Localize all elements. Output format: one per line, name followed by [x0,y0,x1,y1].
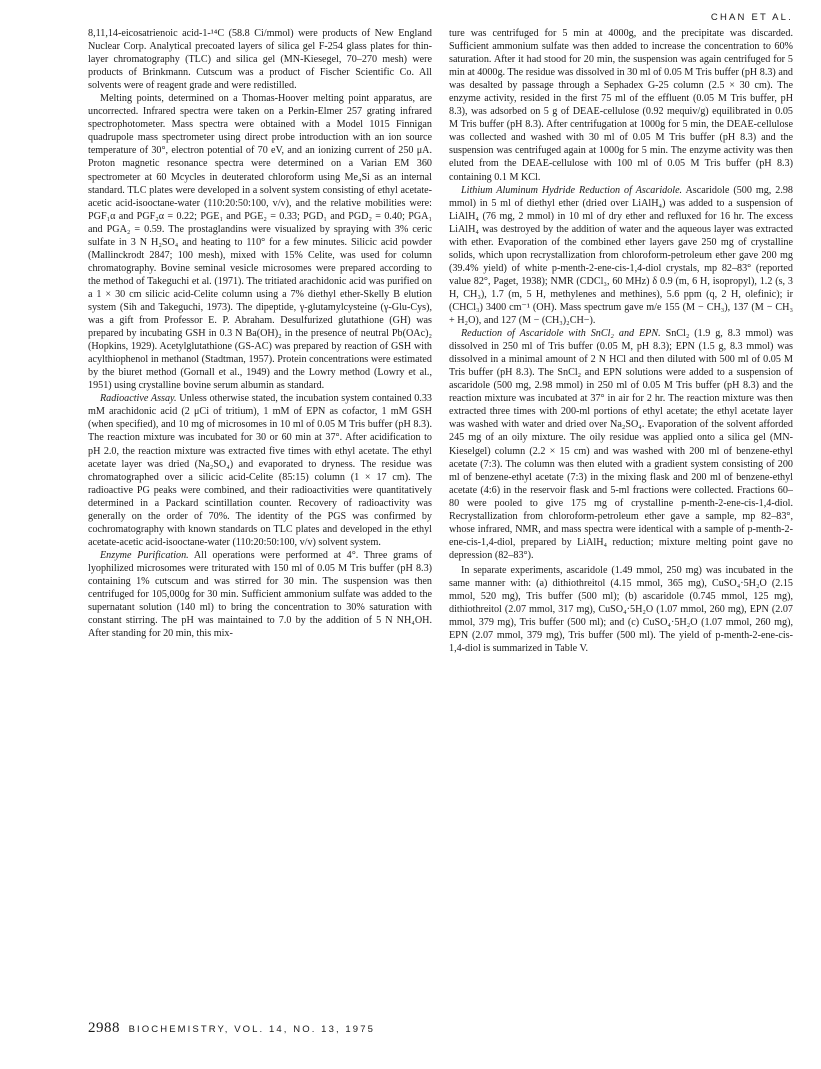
paragraph [88,27,432,92]
paragraph-text: 8,11,14-eicosatrienoic acid-1-¹⁴C (58.8 Ci/mmol) were products of New England Nuclear Corp. Analytical precoated layers of silica gel F-254 glass plates for thin-layer chromatography (TLC) and silica gel (MN-Kiesegel, 70–270 mesh) were products of Brinkmann. Cutscum was a product of Fischer Scientific Co. All solvents were of reagent grade and were redistilled. [88,28,432,92]
page-footer [88,1020,375,1037]
section-runin-heading: Lithium Aluminum Hydride Reduction of Ascaridole. [461,184,683,196]
paragraph-text: SnCl₂ (1.9 g, 8.3 mmol) was dissolved in 250 ml of Tris buffer (0.05 M, pH 8.3); EPN (1.5 g, 8.3 mmol) was dissolved in a minimal amount of 2 N HCl and then diluted with 500 ml of 0.05 M Tris buffer (pH 8.3). The SnCl₂ and EPN solutions were added to a suspension of ascaridole (500 mg, 2.98 mmol) in 250 ml of 0.05 M Tris buffer (pH 8.3) and the reaction mixture was incubated at 37° in air for 2 hr. The reaction mixture was then extracted three times with 200-ml portions of ethyl acetate; the ethyl acetate layer was washed with water and dried over Na₂SO₄. Evaporation of the solvent afforded 245 mg of an oily mixture. The oily residue was applied onto a silica gel (MN-Kieselgel) column (2.2 × 15 cm) and was washed with 200 ml of benzene-ethyl acetate (7:3). The column was then eluted with a gradient system consisting of 200 ml of benzene-ethyl acetate (7:3) in the mixing flask and 200 ml of benzene-ethyl acetate (4:6) in the reservoir flask and 5-ml fractions were collected. Fractions 60–80 were pooled to give 175 mg of crystalline p-menth-2-ene-cis-1,4-diol. Recrystallization from chloroform-petroleum ether gave a sample, mp 82–83°, whose infrared, NMR, and mass spectra were identical with a sample of p-menth-2-ene-cis-1,4-diol, prepared by LiAlH₄ reduction; mixture melting point gave no depression (82–83°). [449,328,794,561]
paragraph-text: Melting points, determined on a Thomas-Hoover melting point apparatus, are uncorrected. Infrared spectra were taken on a Perkin-Elmer 257 grating infrared spectrophotometer. Mass spectra were obtained with a Model 1015 Finnigan quadrupole mass spectrometer using direct probe introduction with an ion source temperature of 30°, electron potential of 70 eV, and an ionizing current of 250 μA. Proton magnetic resonance spectra were determined on a Varian EM 360 spectrometer at 60 Mcycles in deuterated chloroform using Me₄Si as an internal standard. TLC plates were developed in a solvent system consisting of ethyl acetate-acetic acid-isooctane-water (110:20:50:100, v/v), and the relative mobilities were: PGF₁α and PGF₂α = 0.22; PGE₁ and PGE₂ = 0.33; PGD₁ and PGD₂ = 0.40; PGA₁ and PGA₂ = 0.59. The prostaglandins were visualized by spraying with 3% ceric sulfate in 3 N H₂SO₄ and heating to 110° for a few minutes. Silicic acid powder (Mallinckrodt 2847; 100 mesh), mixed with 15% Celite, was used for column chromatography. Bovine seminal vesicle microsomes were prepared according to the method of Takeguchi et al. (1971). The tritiated arachidonic acid was purified on a 1 × 30 cm silicic acid-Celite column using a 7% diethyl ether-Skelly B elution system (Sih and Takeguchi, 1973). The dipeptide, γ-glutamylcysteine (γ-Glu-Cys), was a gift from Professor E. P. Abraham. Desulfurized glutathione (GH) was prepared by incubating GSH in 0.3 N Ba(OH)₂ in the presence of neutral Pb(OAc)₂ (Hopkins, 1929). Acetylglutathione (GS-AC) was prepared by reaction of GSH with acylthiophenol in methanol (Stadtman, 1957). Protein concentrations were estimated by the biuret method (Gornall et al., 1949) and the Lowry method (Lowry et al., 1951) using crystalline bovine serum albumin as standard. [88,93,432,392]
paragraph [449,27,793,184]
section-runin-heading: Radioactive Assay. [100,393,177,405]
paragraph [449,564,793,655]
paragraph [88,92,432,392]
paragraph [449,184,793,328]
running-head: CHAN ET AL. [710,12,793,23]
paragraph [88,392,432,549]
paragraph-text: Unless otherwise stated, the incubation system contained 0.33 mM arachidonic acid (2 μCi of tritium), 1 mM of EPN as cofactor, 1 mM GSH (when specified), and 10 mg of microsomes in 10 ml of 0.05 M Tris buffer (pH 8.3). The reaction mixture was incubated for 30 or 60 min at 37°. After acidification to pH 2.0, the reaction mixture was extracted five times with ethyl acetate. The ethyl acetate layer was dried (Na₂SO₄) and evaporated to dryness. The residue was chromatographed over a silicic acid-Celite (85:15) column (1 × 17 cm). The radioactive PG peaks were combined, and their radioactivities were quantitatively determined in a Packard scintillation counter. Recovery of radioactivity was generally on the order of 70%. The identity of the PGS was confirmed by cochromatography with known standards on TLC plates and developed in the ethyl acetate-acetic acid-isooctane-water (110:20:50:100, v/v) solvent system. [88,393,432,548]
page-number: 2988 [88,1020,120,1036]
paragraph-text: All operations were performed at 4°. Three grams of lyophilized microsomes were triturated with 150 ml of 0.05 M Tris buffer (pH 8.3) containing 1% cutscum and was stirred for 30 min. The suspension was then centrifuged for 105,000g for 30 min. Sufficient ammonium sulfate was added to the supernatant solution (140 ml) to bring the concentration to 30% saturation with constant stirring. The pH was maintained to 7.0 by the addition of 5 N NH₄OH. After standing for 20 min, this mix- [88,549,433,640]
paragraph-text: Ascaridole (500 mg, 2.98 mmol) in 5 ml of diethyl ether (dried over LiAlH₄) was added to a suspension of LiAlH₄ (76 mg, 2 mmol) in 10 ml of dry ether and refluxed for 16 hr. The excess LiAlH₄ was destroyed by the addition of water and the aqueous layer was extracted with ether. Evaporation of the combined ether layers gave 250 mg of crystalline solids, which upon recrystallization from chloroform-petroleum ether gave 200 mg (39.4% yield) of white p-menth-2-ene-cis-1,4-diol crystals, mp 82–83° (reported value 82°, Paget, 1938); NMR (CDCl₃, 60 MHz) δ 0.9 (m, 6 H, isopropyl), 1.2 (s, 3 H, CH₃), 1.7 (m, 5 H, methylenes and methines), 5.6 ppm (q, 2 H, olefinic); ir (CHCl₃) 3400 cm⁻¹ (OH). Mass spectrum gave m/e 155 (M − CH₃), 137 (M − CH₃ + H₂O), and 127 (M − (CH₃)₂CH−). [449,184,793,327]
paragraph [449,327,793,562]
paragraph [88,549,432,640]
paragraph-text: In separate experiments, ascaridole (1.49 mmol, 250 mg) was incubated in the same manner with: (a) dithiothreitol (4.15 mmol, 365 mg), CuSO₄·5H₂O (2.15 mmol, 520 mg), Tris buffer (500 ml); (b) ascaridole (0.745 mmol, 125 mg), dithiothreitol (2.07 mmol, 317 mg), CuSO₄·5H₂O (1.07 mmol, 260 mg), EPN (2.07 mmol, 379 mg), Tris buffer (500 ml); and (c) CuSO₄·5H₂O (1.07 mmol, 260 mg), EPN (2.07 mmol, 379 mg), Tris buffer (500 ml). The yield of p-menth-2-ene-cis-1,4-diol is summarized in Table V. [449,564,793,655]
left-column [88,27,432,640]
section-runin-heading: Enzyme Purification. [100,549,189,561]
right-column [449,27,793,655]
section-runin-heading: Reduction of Ascaridole with SnCl₂ and EPN. [461,328,661,340]
journal-citation: BIOCHEMISTRY, VOL. 14, NO. 13, 1975 [128,1024,375,1035]
paragraph-text: ture was centrifuged for 5 min at 4000g, and the precipitate was discarded. Sufficient ammonium sulfate was then added to increase the concentration to 60% saturation. After it had stood for 20 min, the suspension was again centrifuged for 5 min at 4000g. The residue was dissolved in 30 ml of 0.05 M Tris buffer (pH 8.3) and was desalted by passage through a Sephadex G-25 column (2.5 × 30 cm). The enzyme activity, resided in the first 75 ml of the effluent (0.05 M Tris buffer, pH 8.3), was adsorbed on 5 g of DEAE-cellulose (0.92 mequiv/g) equilibrated in 0.05 M Tris buffer (pH 8.3). After centrifugation at 1000g for 5 min, the DEAE-cellulose was collected and washed with 30 ml of 0.05 M Tris buffer (pH 8.3) and the suspension was centrifuged again at 1000g for 5 min. The enzyme activity was then eluted from the DEAE-cellulose with 100 ml of 0.05 M Tris buffer (pH 8.3) containing 0.1 M KCl. [449,28,793,183]
